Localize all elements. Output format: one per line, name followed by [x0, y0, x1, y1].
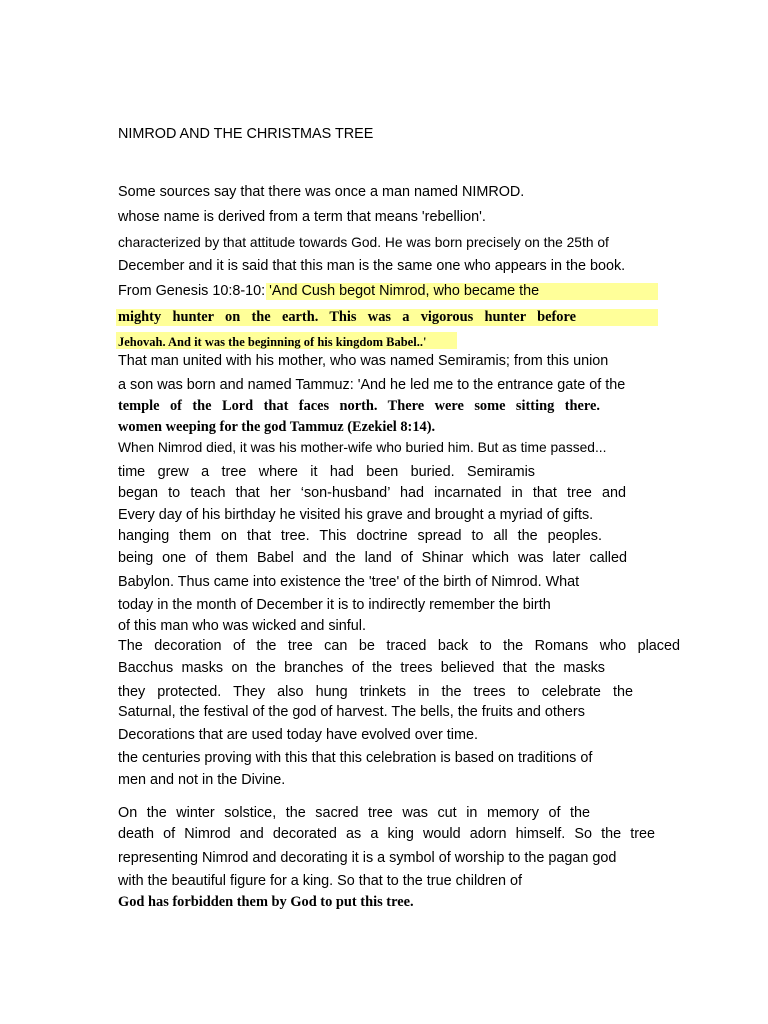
body-line: That man united with his mother, who was named Semiramis; from this union: [118, 353, 609, 369]
body-line: Bacchus masks on the branches of the trees believed that the masks: [118, 660, 605, 676]
body-line: death of Nimrod and decorated as a king would adorn himself. So the tree: [118, 826, 655, 842]
highlighted-quote: mighty hunter on the earth. This was a vigorous hunter before: [118, 309, 576, 325]
body-line: Babylon. Thus came into existence the 'tree' of the birth of Nimrod. What: [118, 574, 580, 590]
body-line: being one of them Babel and the land of Shinar which was later called: [118, 550, 627, 566]
body-line: Saturnal, the festival of the god of harvest. The bells, the fruits and others: [118, 704, 585, 720]
body-line: characterized by that attitude towards God. He was born precisely on the 25th of: [118, 235, 609, 250]
body-line: with the beautiful figure for a king. So that to the true children of: [118, 873, 522, 889]
body-line: Some sources say that there was once a man named NIMROD.: [118, 184, 525, 200]
body-line-bold: temple of the Lord that faces north. There were some sitting there.: [118, 398, 600, 414]
body-line: Decorations that are used today have evolved over time.: [118, 727, 478, 743]
body-line: Every day of his birthday he visited his grave and brought a myriad of gifts.: [118, 507, 594, 523]
body-line: today in the month of December it is to indirectly remember the birth: [118, 597, 551, 613]
body-line: whose name is derived from a term that means 'rebellion'.: [118, 209, 486, 225]
body-line: The decoration of the tree can be traced back to the Romans who placed: [118, 638, 680, 654]
body-line: men and not in the Divine.: [118, 772, 286, 788]
highlighted-quote: : 'And Cush begot Nimrod, who became the: [261, 283, 540, 299]
body-line-bold: women weeping for the god Tammuz (Ezekiel 8:14).: [118, 419, 436, 435]
body-line-part: From Genesis 10:8-10: [118, 283, 262, 299]
body-line: hanging them on that tree. This doctrine spread to all the peoples.: [118, 528, 602, 544]
body-line: December and it is said that this man is the same one who appears in the book.: [118, 258, 626, 274]
body-line: On the winter solstice, the sacred tree was cut in memory of the: [118, 805, 590, 821]
body-line: of this man who was wicked and sinful.: [118, 618, 366, 634]
highlighted-quote: Jehovah. And it was the beginning of his kingdom Babel..': [118, 335, 427, 349]
body-line: When Nimrod died, it was his mother-wife who buried him. But as time passed...: [118, 440, 607, 455]
body-line: [118, 282, 659, 300]
document-title: NIMROD AND THE CHRISTMAS TREE: [118, 126, 374, 142]
body-line: began to teach that her ‘son-husband’ had incarnated in that tree and: [118, 485, 626, 501]
body-line-bold: God has forbidden them by God to put this tree.: [118, 894, 414, 910]
body-line: representing Nimrod and decorating it is a symbol of worship to the pagan god: [118, 850, 617, 866]
body-line: time grew a tree where it had been buried. Semiramis: [118, 464, 535, 480]
body-line: a son was born and named Tammuz: 'And he led me to the entrance gate of the: [118, 377, 626, 393]
body-line: the centuries proving with this that this celebration is based on traditions of: [118, 750, 593, 766]
body-line: they protected. They also hung trinkets in the trees to celebrate the: [118, 684, 633, 700]
